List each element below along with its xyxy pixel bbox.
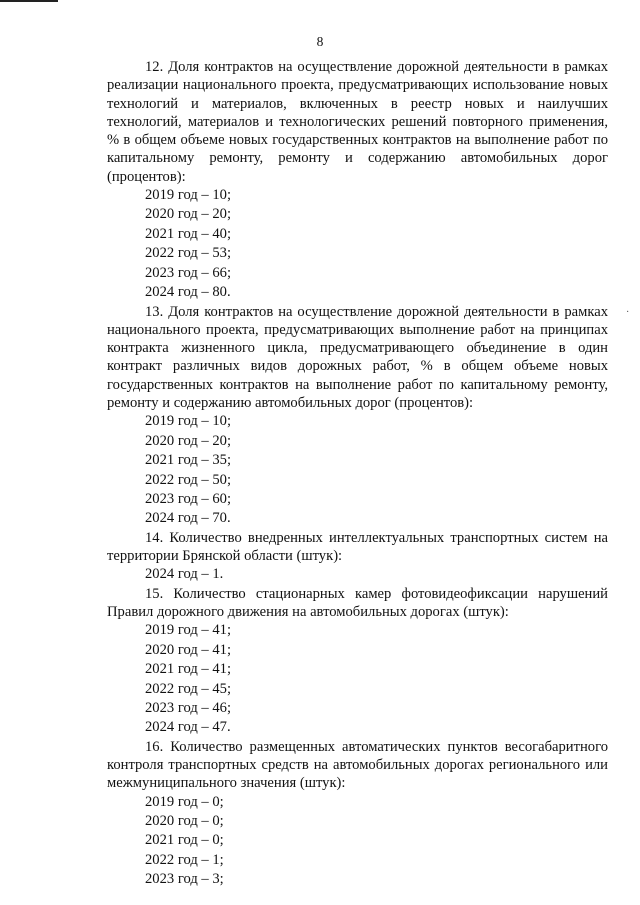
section-15-text: 15. Количество стационарных камер фотовидеофиксации нарушений Правил дорожного движения на автомобильных дорогах (штук): bbox=[107, 585, 608, 621]
list-item: 2020 год – 41; bbox=[145, 641, 232, 658]
section-15-list bbox=[107, 621, 608, 737]
list-item: 2019 год – 10; bbox=[145, 187, 232, 204]
list-item: 2024 год – 80. bbox=[145, 284, 231, 301]
margin-mark: · bbox=[626, 307, 630, 318]
section-13-text: 13. Доля контрактов на осуществление дорожной деятельности в рамках национального проекта, предусматривающих выполнение работ на принципах контракта жизненного цикла, предусматривающего объединение в один контракт различных видов дорожных работ, % в общем объеме новых государственных контрактов на выполнение работ по капитальному ремонту, ремонту и содержанию автомобильных дорог (процентов): bbox=[107, 303, 608, 411]
list-item: 2020 год – 20; bbox=[145, 432, 232, 449]
list-item: 2019 год – 10; bbox=[145, 413, 232, 430]
list-item: 2022 год – 53; bbox=[145, 245, 232, 262]
list-item: 2019 год – 41; bbox=[145, 622, 232, 639]
list-item: 2021 год – 40; bbox=[145, 225, 232, 242]
top-edge-rule bbox=[0, 0, 58, 2]
section-16-text: 16. Количество размещенных автоматических пунктов весогабаритного контроля транспортных средств на автомобильных дорогах регионального или межмуниципального значения (штук): bbox=[107, 738, 608, 792]
list-item: 2019 год – 0; bbox=[145, 793, 224, 810]
list-item: 2020 год – 0; bbox=[145, 813, 224, 830]
list-item: 2021 год – 41; bbox=[145, 661, 232, 678]
section-12-list bbox=[107, 186, 608, 302]
page-number: 8 bbox=[316, 34, 324, 49]
list-item: 2020 год – 20; bbox=[145, 206, 232, 223]
section-12-text: 12. Доля контрактов на осуществление дорожной деятельности в рамках реализации национального проекта, предусматривающих использование новых технологий и материалов, включенных в реестр новых и наилучших технологий, материалов и технологических решений повторного применения, % в общем объеме новых государственных контрактов на выполнение работ по капитальному ремонту, ремонту и содержанию автомобильных дорог (процентов): bbox=[107, 59, 608, 185]
section-13-list bbox=[107, 412, 608, 528]
list-item: 2022 год – 45; bbox=[145, 680, 232, 697]
list-item: 2024 год – 47. bbox=[145, 719, 231, 736]
list-item: 2021 год – 0; bbox=[145, 832, 224, 849]
list-item: 2022 год – 50; bbox=[145, 471, 232, 488]
list-item: 2023 год – 60; bbox=[145, 490, 232, 507]
list-item: 2023 год – 66; bbox=[145, 264, 232, 281]
list-item: 2021 год – 35; bbox=[145, 452, 232, 469]
list-item: 2022 год – 1; bbox=[145, 851, 224, 868]
list-item: 2024 год – 1. bbox=[145, 566, 224, 583]
section-16-list bbox=[107, 793, 608, 890]
document-body bbox=[107, 58, 608, 890]
list-item: 2023 год – 46; bbox=[145, 699, 232, 716]
section-14-list bbox=[107, 565, 608, 584]
section-14-text: 14. Количество внедренных интеллектуальных транспортных систем на территории Брянской области (штук): bbox=[107, 529, 608, 565]
list-item: 2023 год – 3; bbox=[145, 871, 224, 888]
list-item: 2024 год – 70. bbox=[145, 510, 231, 527]
